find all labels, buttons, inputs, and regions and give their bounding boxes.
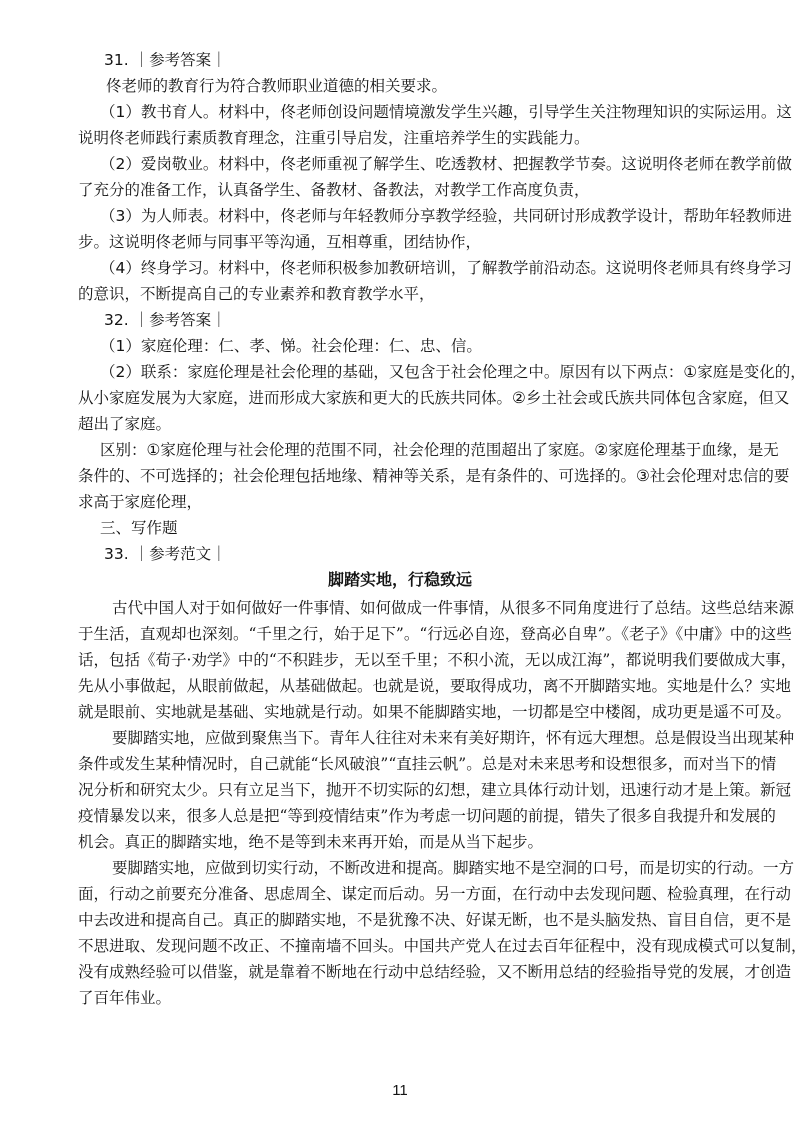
essay-line: 中去改进和提高自己。真正的脚踏实地，不是犹豫不决、好谋无断，也不是头脑发热、盲目自信，更不是 — [78, 911, 792, 929]
essay-line: 没有成熟经验可以借鉴，就是靠着不断地在行动中总结经验，又不断用总结的经验指导党的发展，才创造 — [78, 963, 792, 981]
q32-line: 求高于家庭伦理， — [78, 493, 203, 511]
q32-line: 区别：①家庭伦理与社会伦理的范围不同，社会伦理的范围超出了家庭。②家庭伦理基于血缘，是无 — [100, 441, 779, 459]
essay-line: 机会。真正的脚踏实地，绝不是等到未来再开始，而是从当下起步。 — [78, 833, 544, 851]
q31-line: 说明佟老师践行素质教育理念，注重引导启发，注重培养学生的实践能力。 — [78, 129, 590, 147]
essay-line: 况分析和研究太少。只有立足当下，抛开不切实际的幻想，建立具体行动计划，迅速行动才是上策。新冠 — [78, 781, 792, 799]
q31-heading: 31. ｜参考答案｜ — [104, 51, 227, 69]
essay-line: 先从小事做起，从眼前做起，从基础做起。也就是说，要取得成功，离不开脚踏实地。实地是什么？实地 — [78, 677, 792, 695]
page-number: 11 — [392, 1082, 408, 1099]
section-title: 三、写作题 — [100, 519, 178, 537]
essay-line: 于生活，直观却也深刻。“千里之行，始于足下”。“行远必自迩，登高必自卑”。《老子》《中庸》中的这些 — [78, 625, 792, 643]
q32-line: （2）联系：家庭伦理是社会伦理的基础，又包含于社会伦理之中。原因有以下两点：①家庭是变化的， — [100, 363, 806, 381]
essay-line: 条件或发生某种情况时，自己就能“长风破浪”“直挂云帆”。总是对未来思考和设想很多，而对当下的情 — [78, 755, 777, 773]
q31-line: 了充分的准备工作，认真备学生、备教材、备教法，对教学工作高度负责， — [78, 181, 590, 199]
essay-line: 面，行动之前要充分准备、思虑周全、谋定而后动。另一方面，在行动中去发现问题、检验真理，在行动 — [78, 885, 792, 903]
q32-line: 条件的、不可选择的；社会伦理包括地缘、精神等关系，是有条件的、可选择的。③社会伦理对忠信的要 — [78, 467, 790, 485]
essay-line: 就是眼前、实地就是基础、实地就是行动。如果不能脚踏实地，一切都是空中楼阁，成功更是遥不可及。 — [78, 703, 792, 721]
q31-line: 步。这说明佟老师与同事平等沟通，互相尊重，团结协作， — [78, 233, 482, 251]
q32-line: （1）家庭伦理：仁、孝、悌。社会伦理：仁、忠、信。 — [100, 337, 482, 355]
essay-line: 要脚踏实地，应做到切实行动，不断改进和提高。脚踏实地不是空洞的口号，而是切实的行动。一方 — [112, 859, 795, 877]
essay-line: 疫情暴发以来，很多人总是把“等到疫情结束”作为考虑一切问题的前提，错失了很多自我提升和发展的 — [78, 807, 776, 825]
q31-line: （4）终身学习。材料中，佟老师积极参加教研培训，了解教学前沿动态。这说明佟老师具有终身学习 — [100, 259, 792, 277]
q31-line: （3）为人师表。材料中，佟老师与年轻教师分享教学经验，共同研讨形成教学设计，帮助年轻教师进 — [100, 207, 792, 225]
essay-line: 话，包括《荀子·劝学》中的“不积跬步，无以至千里；不积小流，无以成江海”，都说明我们要做成大事， — [78, 651, 797, 669]
essay-line: 要脚踏实地，应做到聚焦当下。青年人往往对未来有美好期许，怀有远大理想。总是假设当出现某种 — [112, 729, 795, 747]
q31-line: （2）爱岗敬业。材料中，佟老师重视了解学生、吃透教材、把握教学节奏。这说明佟老师在教学前做 — [100, 155, 792, 173]
essay-line: 古代中国人对于如何做好一件事情、如何做成一件事情，从很多不同角度进行了总结。这些总结来源 — [112, 599, 795, 617]
q32-line: 超出了家庭。 — [78, 415, 172, 433]
q31-line: 佟老师的教育行为符合教师职业道德的相关要求。 — [106, 77, 448, 95]
essay-line: 了百年伟业。 — [78, 989, 172, 1007]
q33-heading: 33. ｜参考范文｜ — [104, 545, 227, 563]
q32-heading: 32. ｜参考答案｜ — [104, 311, 227, 329]
q31-line: （1）教书育人。材料中，佟老师创设问题情境激发学生兴趣，引导学生关注物理知识的实际运用。这 — [100, 103, 792, 121]
q32-line: 从小家庭发展为大家庭，进而形成大家族和更大的氏族共同体。②乡土社会或氏族共同体包含家庭，但又 — [78, 389, 790, 407]
essay-title: 脚踏实地，行稳致远 — [327, 570, 472, 589]
essay-line: 不思进取、发现问题不改正、不撞南墙不回头。中国共产党人在过去百年征程中，没有现成模式可以复制， — [78, 937, 807, 955]
q31-line: 的意识，不断提高自己的专业素养和教育教学水平， — [78, 285, 435, 303]
